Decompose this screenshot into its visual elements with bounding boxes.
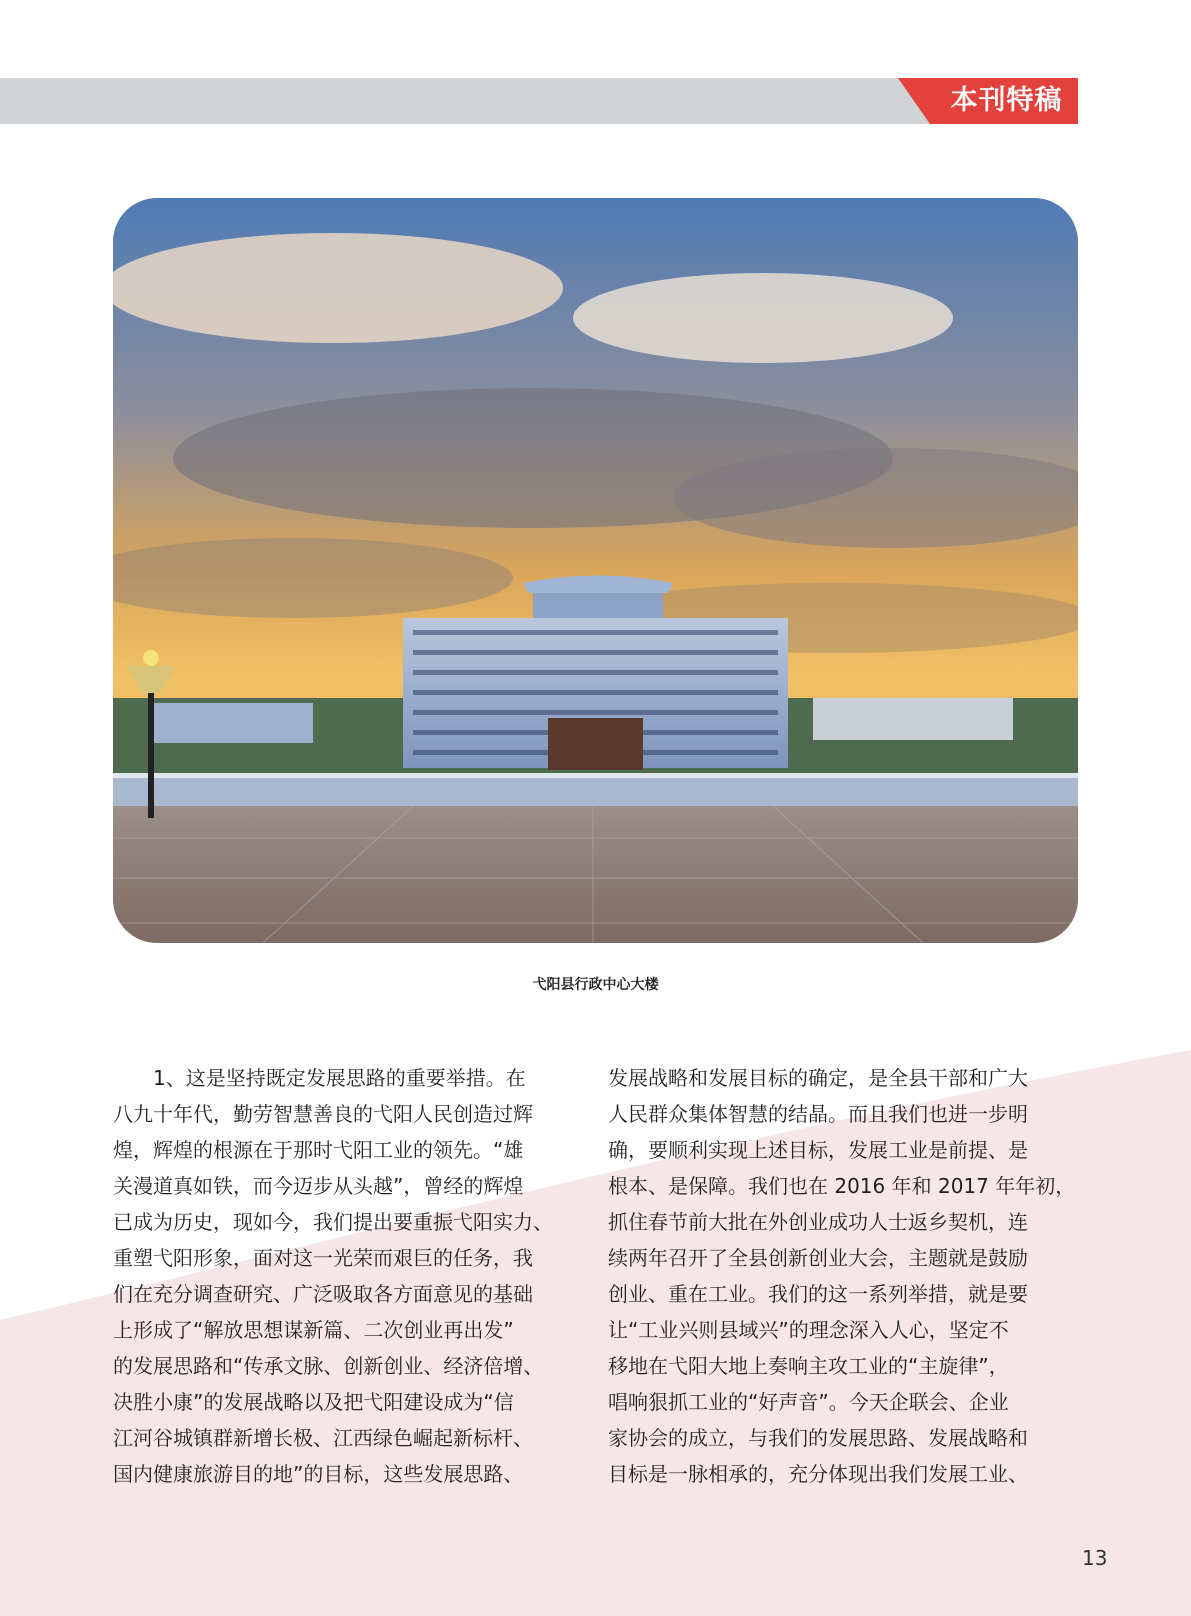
text-line: 的发展思路和“传承文脉、创新创业、经济倍增、 [113, 1354, 544, 1378]
text-line: 目标是一脉相承的，充分体现出我们发展工业、 [608, 1462, 1028, 1486]
text-line: 江河谷城镇群新增长极、江西绿色崛起新标杆、 [113, 1426, 533, 1450]
text-line: 已成为历史，现如今，我们提出要重振弋阳实力、 [113, 1210, 553, 1234]
text-line: 上形成了“解放思想谋新篇、二次创业再出发” [113, 1318, 514, 1342]
text-line: 抓住春节前大批在外创业成功人士返乡契机，连 [608, 1210, 1028, 1234]
header-band [0, 78, 930, 124]
text-line: 续两年召开了全县创新创业大会，主题就是鼓励 [608, 1246, 1028, 1270]
text-line: 确，要顺利实现上述目标，发展工业是前提、是 [608, 1138, 1028, 1162]
text-line: 煌，辉煌的根源在于那时弋阳工业的领先。“雄 [113, 1138, 524, 1162]
text-line: 创业、重在工业。我们的这一系列举措，就是要 [608, 1282, 1028, 1306]
photo-caption: 弋阳县行政中心大楼 [532, 977, 659, 993]
page-number: 13 [1082, 1546, 1108, 1570]
text-line: 国内健康旅游目的地”的目标，这些发展思路、 [113, 1462, 524, 1486]
text-line: 关漫道真如铁，而今迈步从头越”，曾经的辉煌 [113, 1174, 524, 1198]
body-column-right [608, 1060, 1078, 1492]
building-photo [113, 198, 1078, 943]
text-line: 让“工业兴则县域兴”的理念深入人心，坚定不 [608, 1318, 1009, 1342]
text-line: 根本、是保障。我们也在 2016 年和 2017 年年初， [608, 1174, 1076, 1198]
section-label: 本刊特稿 [950, 85, 1063, 116]
text-line: 人民群众集体智慧的结晶。而且我们也进一步明 [608, 1102, 1028, 1126]
text-line: 发展战略和发展目标的确定，是全县干部和广大 [608, 1066, 1028, 1090]
text-line: 唱响狠抓工业的“好声音”。今天企联会、企业 [608, 1390, 1009, 1414]
text-line: 重塑弋阳形象，面对这一光荣而艰巨的任务，我 [113, 1246, 533, 1270]
text-line: 们在充分调查研究、广泛吸取各方面意见的基础 [113, 1282, 533, 1306]
text-line: 1、这是坚持既定发展思路的重要举措。在 [153, 1066, 526, 1090]
text-line: 家协会的成立，与我们的发展思路、发展战略和 [608, 1426, 1028, 1450]
text-line: 移地在弋阳大地上奏响主攻工业的“主旋律”， [608, 1354, 1009, 1378]
body-column-left [113, 1060, 583, 1492]
text-line: 八九十年代，勤劳智慧善良的弋阳人民创造过辉 [113, 1102, 533, 1126]
text-line: 决胜小康”的发展战略以及把弋阳建设成为“信 [113, 1390, 514, 1414]
